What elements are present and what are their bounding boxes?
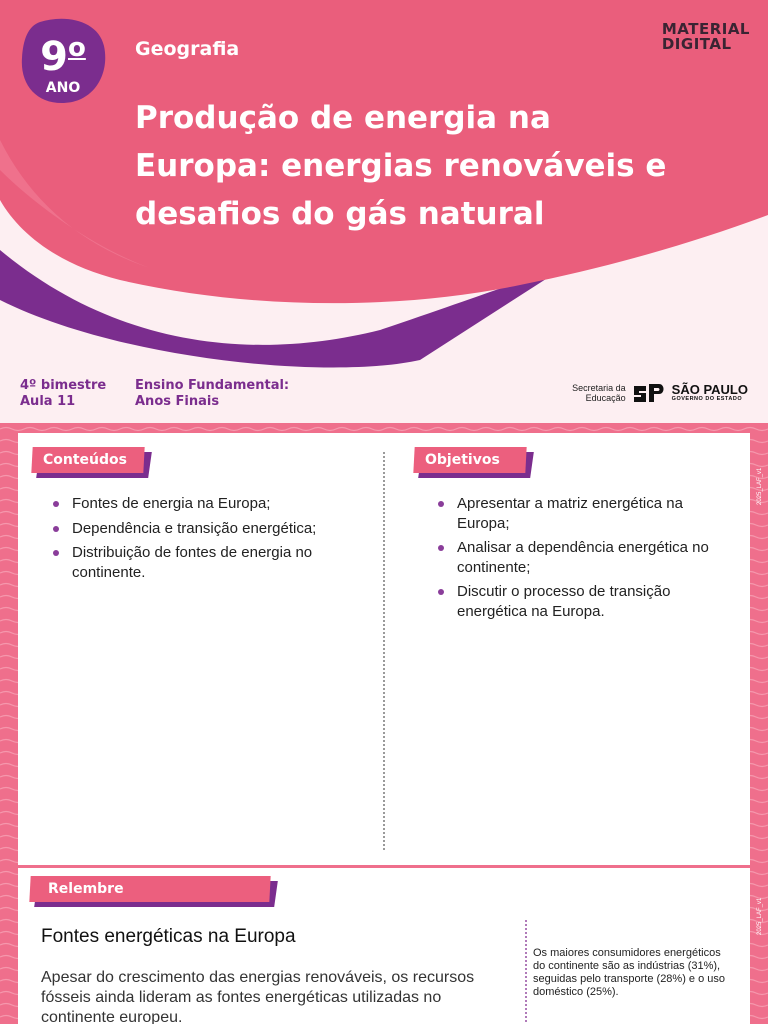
- sp-emblem-icon: [632, 382, 666, 404]
- objetivos-list: [436, 494, 726, 626]
- government-logo: [572, 382, 748, 404]
- list-item: Analisar a dependência energética no continente;: [436, 538, 726, 577]
- sao-paulo-label: SÃO PAULO GOVERNO DO ESTADO: [671, 382, 748, 402]
- list-item: Discutir o processo de transição energética na Europa.: [436, 582, 726, 621]
- relembre-text: Apesar do crescimento das energias renováveis, os recursos fósseis ainda lideram as fontes energéticas utilizadas no continente europeu.: [41, 969, 475, 1024]
- title-line: Europa: energias renováveis e: [135, 148, 667, 184]
- conteudos-tag: Conteúdos: [32, 447, 144, 473]
- list-item: Dependência e transição energética;: [51, 519, 351, 539]
- relembre-note: Os maiores consumidores energéticos do continente são as indústrias (31%), seguidas pelo transporte (28%) e o uso doméstico (25%).: [533, 947, 726, 998]
- list-item: Distribuição de fontes de energia no continente.: [51, 543, 351, 582]
- side-code: 2025_LAF_v1: [757, 897, 763, 935]
- grade-number: 9$^o$: [40, 33, 86, 80]
- secretaria-label: Secretaria da Educação: [572, 383, 626, 403]
- subject-label: Geografia: [135, 38, 240, 60]
- title-line: desafios do gás natural: [135, 196, 545, 232]
- bimestre-info: [20, 378, 106, 410]
- grade-label: ANO: [45, 80, 81, 96]
- relembre-divider: [525, 920, 527, 1024]
- column-divider: [383, 452, 385, 850]
- bimestre-label: 4º bimestre: [20, 378, 107, 393]
- level-line: Anos Finais: [135, 394, 220, 409]
- aula-label: Aula 11: [20, 394, 76, 409]
- level-info: [135, 378, 289, 410]
- level-line: Ensino Fundamental:: [135, 378, 290, 393]
- wave-line: [0, 428, 768, 431]
- material-digital-logo: MATERIAL DIGITAL: [661, 20, 750, 53]
- objetivos-tag: Objetivos: [414, 447, 526, 473]
- relembre-heading: Fontes energéticas na Europa: [41, 926, 296, 947]
- conteudos-list: [51, 494, 351, 587]
- title-line: Produção de energia na: [135, 100, 551, 136]
- list-item: Fontes de energia na Europa;: [51, 494, 351, 514]
- relembre-tag: Relembre: [30, 876, 270, 902]
- side-code: 2025_LAF_v1: [757, 467, 763, 505]
- page-title: [135, 94, 735, 238]
- grade-ordinal: o: [67, 33, 86, 63]
- list-item: Apresentar a matriz energética na Europa;: [436, 494, 726, 533]
